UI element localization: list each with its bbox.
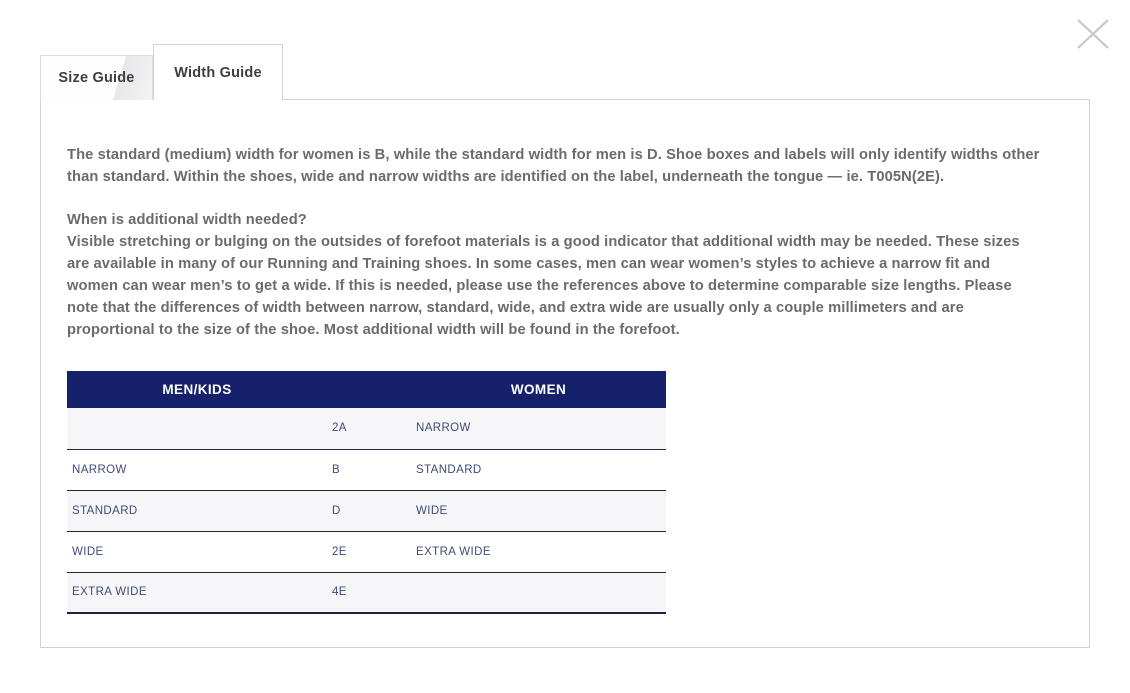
explanation-paragraph: Visible stretching or bulging on the outsides of forefoot materials is a good indicator that additional width may be needed. These sizes are available in many of our Running and Training shoes. In some cases, men can wear women’s styles to achieve a narrow fit and women can wear men’s to get a wide. If this is needed, please use the references above to determine comparable size lengths. Please note that the differences of width between narrow, standard, wide, and extra wide are usually only a couple millimeters and are proportional to the size of the shoe. Most additional width will be found in the forefoot. — [67, 234, 1020, 338]
tab-bar — [40, 44, 283, 100]
header-men-kids: MEN/KIDS — [67, 371, 327, 408]
table-cell: B — [327, 449, 411, 490]
tab-size-guide-label: Size Guide — [58, 70, 135, 86]
tab-width-guide-label: Width Guide — [174, 64, 262, 81]
table-header-row — [67, 371, 666, 408]
intro-paragraph: The standard (medium) width for women is B, while the standard width for men is D. Shoe boxes and labels will only identify widths other than standard. Within the shoes, wide and narrow widths are identified on the label, underneath the tongue — ie. T005N(2E). — [67, 147, 1040, 185]
table-cell: NARROW — [67, 449, 327, 490]
close-button[interactable] — [1072, 12, 1114, 54]
tab-size-guide[interactable] — [40, 55, 153, 100]
table-cell: 2A — [327, 408, 411, 449]
table-cell — [411, 572, 666, 613]
table-cell — [67, 408, 327, 449]
table-cell: 2E — [327, 531, 411, 572]
table-cell: EXTRA WIDE — [67, 572, 327, 613]
table-cell: STANDARD — [411, 449, 666, 490]
table-cell: WIDE — [411, 490, 666, 531]
table-row — [67, 490, 666, 531]
width-guide-panel — [40, 99, 1090, 648]
table-cell: WIDE — [67, 531, 327, 572]
table-row — [67, 449, 666, 490]
header-empty — [327, 371, 411, 408]
table-cell: NARROW — [411, 408, 666, 449]
table-row — [67, 531, 666, 572]
close-icon — [1072, 12, 1114, 54]
width-question-heading: When is additional width needed? — [67, 212, 307, 228]
table-cell: STANDARD — [67, 490, 327, 531]
header-women: WOMEN — [411, 371, 666, 408]
tab-width-guide[interactable] — [153, 44, 283, 100]
width-comparison-table — [67, 371, 666, 614]
table-cell: EXTRA WIDE — [411, 531, 666, 572]
table-cell: D — [327, 490, 411, 531]
table-cell: 4E — [327, 572, 411, 613]
table-row — [67, 408, 666, 449]
table-row — [67, 572, 666, 613]
